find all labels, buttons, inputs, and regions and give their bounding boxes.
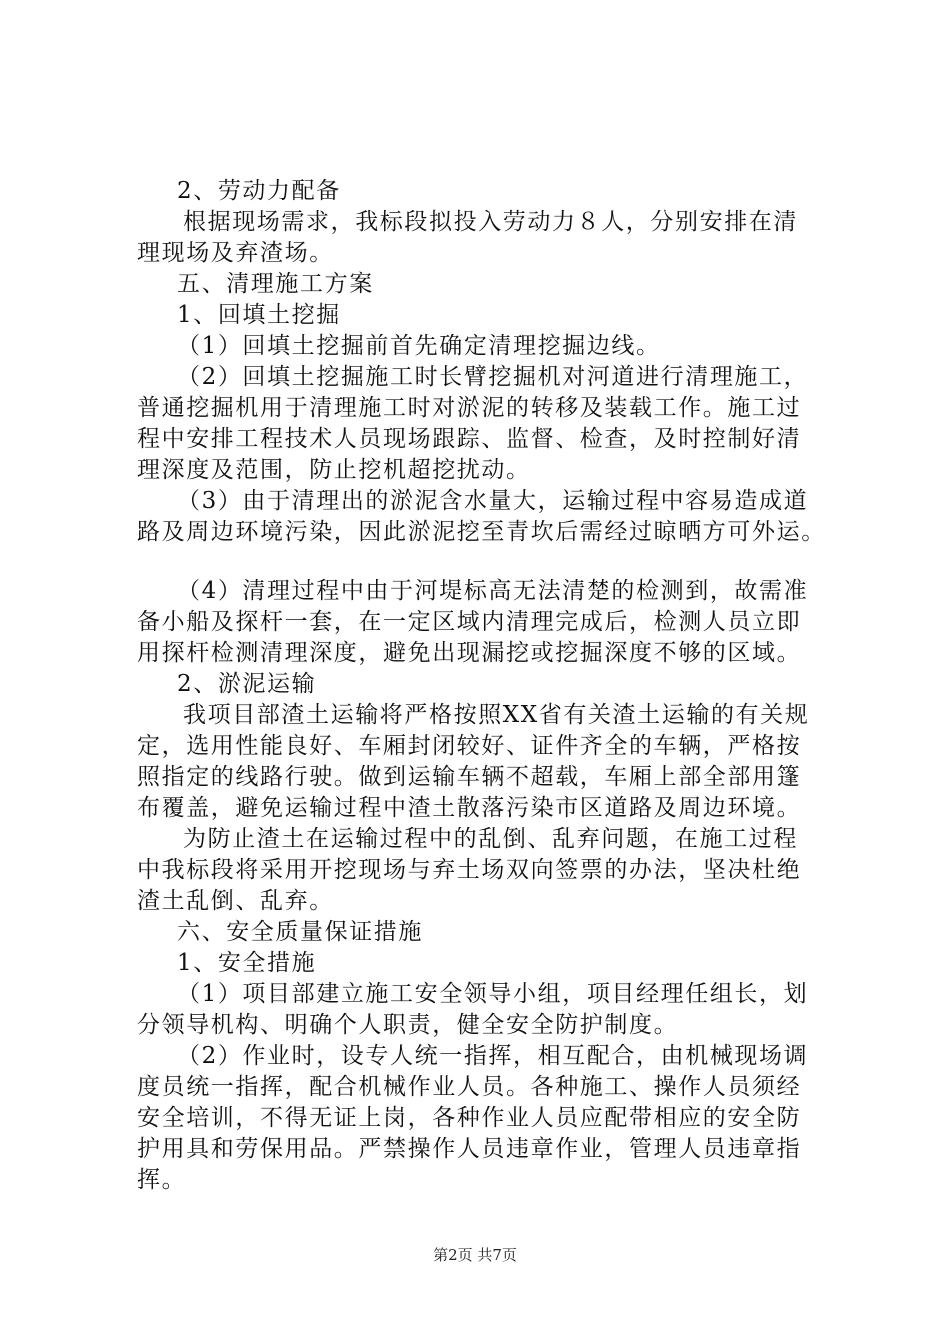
page-number-footer: 第2页 共7页 bbox=[433, 1246, 517, 1264]
paragraph-line: 分领导机构、明确个人职责，健全安全防护制度。 bbox=[137, 1012, 679, 1038]
paragraph-line: 布覆盖，避免运输过程中渣土散落污染市区道路及周边环境。 bbox=[137, 795, 802, 821]
paragraph-line: 护用具和劳保用品。严禁操作人员违章作业，管理人员违章指 bbox=[137, 1136, 802, 1162]
section-heading-backfill: 1、回填土挖掘 bbox=[177, 302, 341, 328]
paragraph-line: 安全培训，不得无证上岗，各种作业人员应配带相应的安全防 bbox=[137, 1105, 802, 1131]
paragraph-line: （2）回填土挖掘施工时长臂挖掘机对河道进行清理施工， bbox=[177, 364, 809, 390]
paragraph-line: （3）由于清理出的淤泥含水量大，运输过程中容易造成道 bbox=[177, 488, 809, 514]
paragraph-line: （1）项目部建立施工安全领导小组，项目经理任组长，划 bbox=[177, 981, 809, 1007]
paragraph-line: 理深度及范围，防止挖机超挖扰动。 bbox=[137, 457, 531, 483]
paragraph-line: 渣土乱倒、乱弃。 bbox=[137, 888, 334, 914]
paragraph-line: 程中安排工程技术人员现场跟踪、监督、检查，及时控制好清 bbox=[137, 426, 802, 452]
paragraph-line: 定，选用性能良好、车厢封闭较好、证件齐全的车辆，严格按 bbox=[137, 733, 802, 759]
paragraph-line: 路及周边环境污染，因此淤泥挖至青坎后需经过晾晒方可外运。 bbox=[137, 519, 826, 545]
paragraph-line: 普通挖掘机用于清理施工时对淤泥的转移及装载工作。施工过 bbox=[137, 395, 802, 421]
paragraph-line: （4）清理过程中由于河堤标高无法清楚的检测到，故需准 bbox=[177, 578, 809, 604]
paragraph-line: 我项目部渣土运输将严格按照XX省有关渣土运输的有关规 bbox=[183, 702, 810, 728]
section-heading-mud-transport: 2、淤泥运输 bbox=[177, 671, 317, 697]
paragraph-line: 照指定的线路行驶。做到运输车辆不超载，车厢上部全部用篷 bbox=[137, 764, 802, 790]
section-heading-safety-measures: 1、安全措施 bbox=[177, 950, 317, 976]
section-heading-cleanup-plan: 五、清理施工方案 bbox=[177, 271, 374, 297]
section-heading-safety-quality: 六、安全质量保证措施 bbox=[177, 919, 423, 945]
paragraph-line: 挥。 bbox=[137, 1167, 187, 1193]
paragraph-line: （1）回填土挖掘前首先确定清理挖掘边线。 bbox=[177, 333, 661, 359]
paragraph-line: 度员统一指挥，配合机械作业人员。各种施工、操作人员须经 bbox=[137, 1074, 802, 1100]
paragraph-line: 备小船及探杆一套，在一定区域内清理完成后，检测人员立即 bbox=[137, 609, 802, 635]
paragraph-line: 为防止渣土在运输过程中的乱倒、乱弃问题，在施工过程 bbox=[183, 826, 798, 852]
paragraph-line: （2）作业时，设专人统一指挥，相互配合，由机械现场调 bbox=[177, 1043, 809, 1069]
section-heading-labor: 2、劳动力配备 bbox=[177, 178, 341, 204]
paragraph-line: 用探杆检测清理深度，避免出现漏挖或挖掘深度不够的区域。 bbox=[137, 640, 802, 666]
paragraph-line: 根据现场需求，我标段拟投入劳动力８人，分别安排在清 bbox=[183, 209, 798, 235]
paragraph-line: 理现场及弃渣场。 bbox=[137, 240, 334, 266]
paragraph-line: 中我标段将采用开挖现场与弃土场双向签票的办法，坚决杜绝 bbox=[137, 857, 802, 883]
